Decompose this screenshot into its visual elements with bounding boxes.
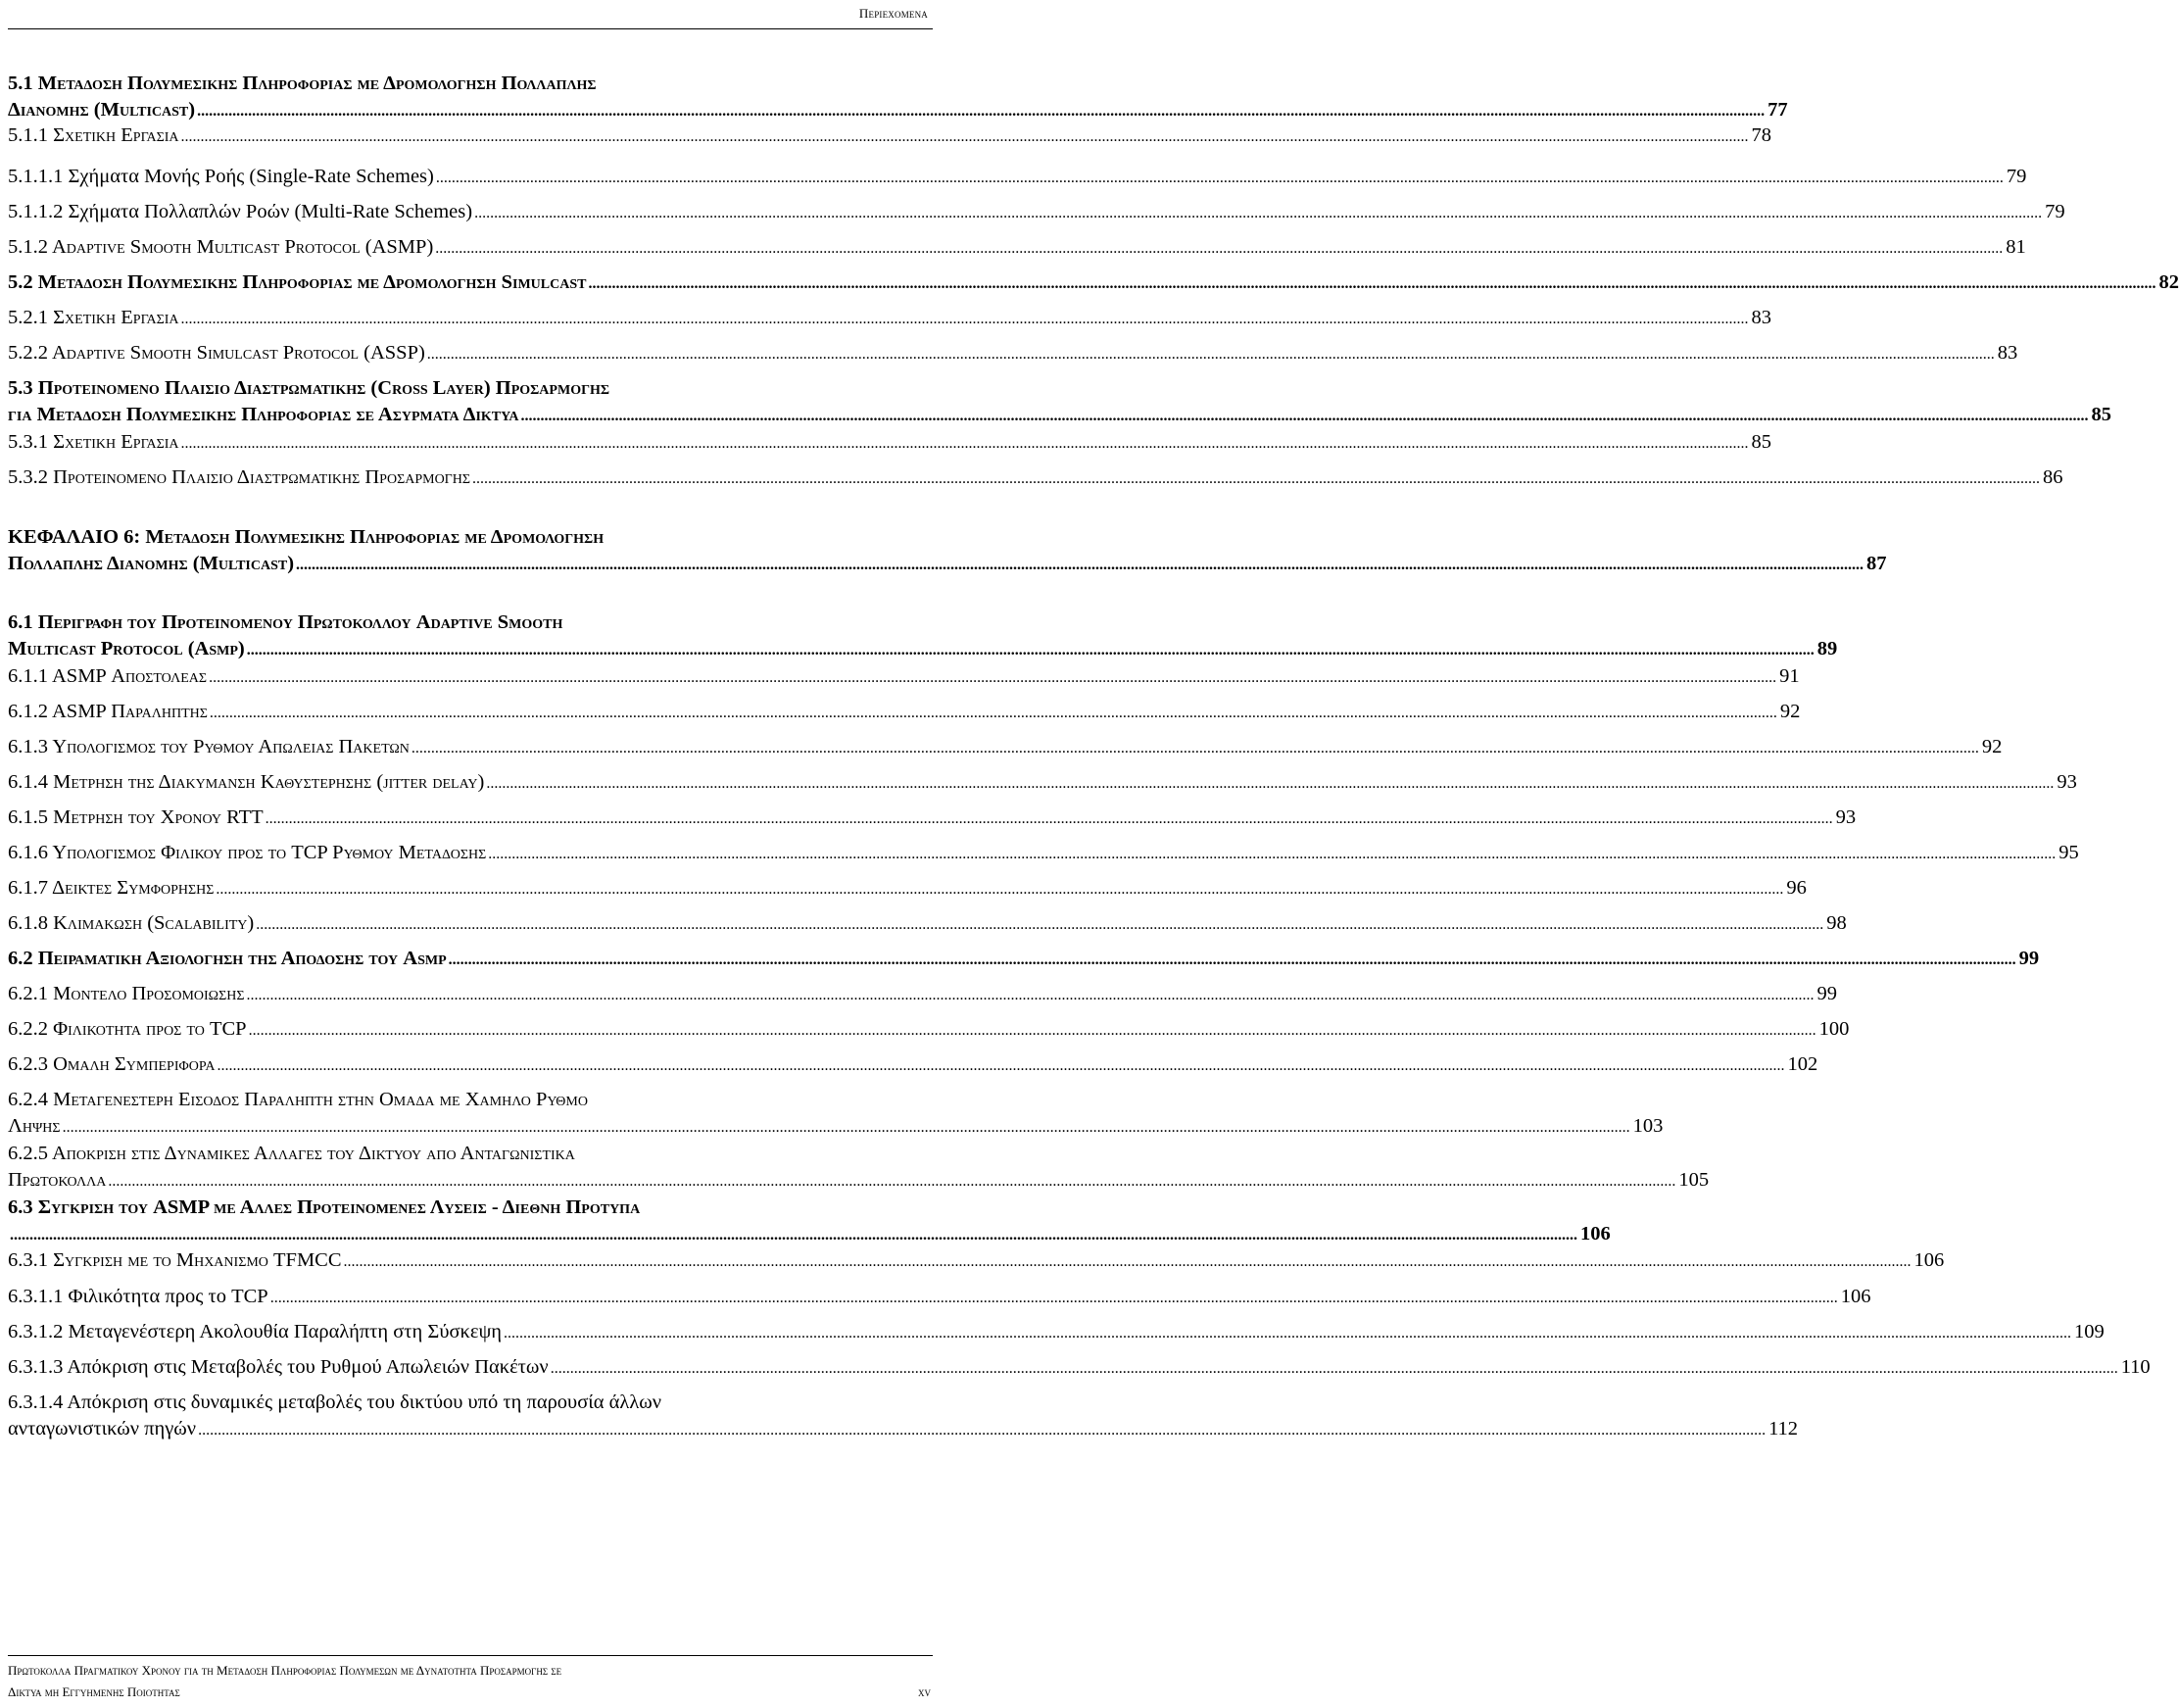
dot-leader: ................................................................................................................................................................................................................................................................................................................................................................................................................ (474, 205, 2043, 221)
toc-entry[interactable] (8, 1354, 2151, 1382)
toc-entry-leader-line (8, 340, 2018, 367)
toc-entry[interactable] (8, 910, 1847, 938)
running-footer (8, 1660, 931, 1703)
dot-leader: ................................................................................................................................................................................................................................................................................................................................................................................................................ (588, 275, 2156, 292)
toc-entry-page-number: 92 (1779, 701, 1801, 722)
toc-entry[interactable] (8, 805, 1857, 832)
dot-leader: ................................................................................................................................................................................................................................................................................................................................................................................................................ (246, 987, 1815, 1003)
toc-entry[interactable] (8, 1284, 1871, 1311)
toc-entry-leader-line (8, 305, 1772, 332)
toc-entry-page-number: 109 (2074, 1321, 2105, 1342)
toc-entry[interactable] (8, 269, 2179, 297)
toc-entry[interactable] (8, 71, 1788, 124)
toc-entry[interactable] (8, 464, 2063, 492)
dot-leader: ................................................................................................................................................................................................................................................................................................................................................................................................................ (426, 346, 1995, 363)
toc-entry[interactable] (8, 1247, 1945, 1275)
dot-leader: ................................................................................................................................................................................................................................................................................................................................................................................................................ (520, 408, 2089, 424)
toc-entry-leader-line (8, 981, 1837, 1008)
toc-entry[interactable] (8, 1016, 1850, 1044)
dot-leader: ................................................................................................................................................................................................................................................................................................................................................................................................................ (472, 470, 2041, 487)
dot-leader: ................................................................................................................................................................................................................................................................................................................................................................................................................ (488, 846, 2057, 862)
toc-entry[interactable] (8, 946, 2040, 973)
toc-entry-leader-line (8, 1167, 1710, 1195)
toc-entry-title: ανταγωνιστικών πηγών (8, 1418, 197, 1440)
toc-entry-title: 6.3.1.1 Φιλικότητα προς το TCP (8, 1286, 268, 1307)
toc-entry-title: 5.1.2 Adaptive Smooth Multicast Protocol (ASMP) (8, 236, 434, 258)
toc-entry-page-number: 106 (1913, 1249, 1945, 1271)
dot-leader: ................................................................................................................................................................................................................................................................................................................................................................................................................ (197, 103, 1766, 120)
toc-entry-leader-line (8, 464, 2063, 492)
toc-entry-page-number: 85 (1751, 431, 1772, 453)
toc-entry-page-number: 99 (1816, 983, 1837, 1004)
toc-entry-title: 6.1.1 ASMP Αποστολεας (8, 665, 208, 687)
dot-leader: ................................................................................................................................................................................................................................................................................................................................................................................................................ (198, 1422, 1767, 1439)
dot-leader: ................................................................................................................................................................................................................................................................................................................................................................................................................ (256, 916, 1824, 933)
toc-entry[interactable] (8, 734, 2003, 761)
toc-entry-title-line: 6.2.4 Μεταγενεστερη Εισοδος Παραληπτη στην Ομαδα με Χαμηλο Ρυθμο (8, 1089, 588, 1110)
toc-entry[interactable] (8, 1051, 1818, 1079)
toc-entry-page-number: 103 (1632, 1115, 1664, 1137)
toc-entry-page-number: 102 (1787, 1053, 1818, 1075)
footer-line2 (8, 1682, 931, 1703)
toc-entry-page-number: 89 (1816, 638, 1838, 659)
toc-entry[interactable] (8, 199, 2065, 226)
toc-entry[interactable] (8, 840, 2079, 867)
dot-leader: ................................................................................................................................................................................................................................................................................................................................................................................................................ (209, 669, 1777, 686)
toc-entry[interactable] (8, 340, 2018, 367)
toc-entry[interactable] (8, 122, 1772, 150)
toc-entry-leader-line (8, 805, 1857, 832)
toc-entry-leader-line (8, 875, 1807, 903)
toc-entry-page-number: 77 (1767, 99, 1788, 121)
dot-leader: ................................................................................................................................................................................................................................................................................................................................................................................................................ (435, 240, 2004, 257)
toc-entry-title: 5.2 Μεταδοση Πολυμεσικης Πληροφοριας με Δρομολογηση Simulcast (8, 271, 587, 293)
dot-leader: ................................................................................................................................................................................................................................................................................................................................................................................................................ (248, 1022, 1816, 1039)
toc-entry[interactable] (8, 234, 2026, 262)
dot-leader: ................................................................................................................................................................................................................................................................................................................................................................................................................ (180, 435, 1749, 452)
toc-entry-title: 6.2.2 Φιλικοτητα προς το TCP (8, 1018, 247, 1040)
toc-entry-title: 6.1.8 Κλιμακωση (Scalability) (8, 912, 255, 934)
toc-entry[interactable] (8, 164, 2027, 191)
toc-entry-page-number: 98 (1826, 912, 1847, 934)
toc-entry[interactable] (8, 769, 2077, 797)
toc-entry-title: 6.1.5 Μετρηση του Χρονου RTT (8, 806, 264, 828)
toc-entry-leader-line (8, 699, 1801, 726)
toc-entry-title: 6.1.2 ASMP Παραληπτης (8, 701, 208, 722)
toc-entry-page-number: 112 (1768, 1418, 1799, 1440)
toc-entry-page-number: 95 (2058, 842, 2079, 863)
toc-entry-title-line: ΚΕΦΑΛΑΙΟ 6: Μεταδοση Πολυμεσικης Πληροφοριας με Δρομολογηση (8, 526, 605, 548)
toc-entry-page-number: 85 (2091, 404, 2111, 425)
toc-entry-title: 5.1.1 Σχετικη Εργασια (8, 124, 179, 146)
toc-entry-title: 6.1.4 Μετρηση της Διακυμανση Καθυστερησης (jitter delay) (8, 771, 485, 793)
footer-title-line2: Δικτυα μη Εγγυημενης Ποιοτητας (8, 1684, 180, 1699)
toc-entry-title: Διανομης (Multicast) (8, 99, 196, 121)
toc-entry-title: 6.2 Πειραματικη Αξιολογηση της Αποδοσης του Asmp (8, 948, 447, 969)
toc-entry-leader-line (8, 551, 1887, 578)
running-header: Περιεχομενα (858, 6, 928, 21)
toc-entry[interactable] (8, 1390, 1799, 1443)
toc-entry-title-line: 6.1 Περιγραφη του Προτεινομενου Πρωτοκολλου Adaptive Smooth (8, 611, 563, 633)
header-rule (8, 28, 933, 29)
dot-leader: ................................................................................................................................................................................................................................................................................................................................................................................................................ (246, 642, 1815, 659)
toc-entry[interactable] (8, 305, 1772, 332)
toc-entry-title: 6.1.3 Υπολογισμος του Ρυθμου Απωλειας Πακετων (8, 736, 410, 757)
toc-entry-title: 6.1.6 Υπολογισμος Φιλικου προς το TCP Ρυθμου Μεταδοσης (8, 842, 487, 863)
dot-leader: ................................................................................................................................................................................................................................................................................................................................................................................................................ (216, 881, 1784, 898)
toc-entry-page-number: 106 (1840, 1286, 1871, 1307)
toc-entry[interactable] (8, 610, 1838, 663)
footer-rule (8, 1655, 933, 1656)
toc-entry[interactable] (8, 875, 1807, 903)
toc-entry-leader-line (8, 199, 2065, 226)
toc-entry-leader-line (8, 946, 2040, 973)
toc-entry-title: Multicast Protocol (Asmp) (8, 638, 245, 659)
toc-entry-title: 6.1.7 Δεικτες Συμφορησης (8, 877, 215, 899)
toc-entry-page-number: 100 (1818, 1018, 1850, 1040)
toc-entry-leader-line (8, 164, 2027, 191)
toc-entry-title: 5.2.2 Adaptive Smooth Simulcast Protocol (ASSP) (8, 342, 425, 364)
toc-entry-title-line: 6.2.5 Αποκριση στις Δυναμικες Αλλαγες του Δικτυου απο Ανταγωνιστικα (8, 1143, 575, 1164)
toc-entry-leader-line (8, 234, 2026, 262)
toc-entry-page-number: 99 (2018, 948, 2040, 969)
dot-leader: ................................................................................................................................................................................................................................................................................................................................................................................................................ (265, 810, 1833, 827)
toc-entry[interactable] (8, 429, 1772, 457)
toc-entry-page-number: 105 (1678, 1169, 1710, 1191)
toc-entry-leader-line (8, 1284, 1871, 1311)
toc-entry-leader-line (8, 1221, 1611, 1248)
toc-entry-leader-line (8, 663, 1800, 691)
dot-leader: ................................................................................................................................................................................................................................................................................................................................................................................................................ (448, 952, 2016, 968)
toc-entry-leader-line (8, 1247, 1945, 1275)
toc-entry-page-number: 91 (1779, 665, 1800, 687)
toc-entry-title: 5.1.1.1 Σχήματα Μονής Ροής (Single-Rate Schemes) (8, 166, 434, 187)
toc-entry-page-number: 106 (1580, 1223, 1611, 1244)
toc-entry-leader-line (8, 1051, 1818, 1079)
toc-entry-page-number: 79 (2006, 166, 2027, 187)
toc-entry-leader-line (8, 429, 1772, 457)
toc-entry-page-number: 83 (1997, 342, 2018, 364)
toc-entry-page-number: 96 (1786, 877, 1807, 899)
toc-entry[interactable] (8, 1141, 1710, 1195)
dot-leader: ................................................................................................................................................................................................................................................................................................................................................................................................................ (296, 557, 1864, 573)
toc-entry-leader-line (8, 636, 1838, 663)
dot-leader: ................................................................................................................................................................................................................................................................................................................................................................................................................ (411, 740, 1979, 756)
toc-entry-title: Πρωτοκολλα (8, 1169, 107, 1191)
toc-entry-page-number: 110 (2120, 1356, 2151, 1378)
dot-leader: ................................................................................................................................................................................................................................................................................................................................................................................................................ (209, 705, 1777, 721)
toc-entry-title: 6.3.1 Συγκριση με το Μηχανισμο TFMCC (8, 1249, 342, 1271)
toc-entry-page-number: 93 (1835, 806, 1857, 828)
footer-page-number: xv (918, 1684, 931, 1699)
toc-entry-page-number: 86 (2043, 466, 2063, 488)
dot-leader: ................................................................................................................................................................................................................................................................................................................................................................................................................ (62, 1119, 1630, 1136)
toc-entry-title: 5.1.1.2 Σχήματα Πολλαπλών Ροών (Multi-Rate Schemes) (8, 201, 473, 222)
toc-entry[interactable] (8, 663, 1800, 691)
toc-entry-title-line: 5.3 Προτεινομενο Πλαισιο Διαστρωματικης (Cross Layer) Προσαρμογης (8, 377, 610, 399)
toc-entry[interactable] (8, 1195, 1611, 1248)
toc-entry-title: 6.3.1.3 Απόκριση στις Μεταβολές του Ρυθμού Απωλειών Πακέτων (8, 1356, 549, 1378)
toc-entry-title: Ληψης (8, 1115, 61, 1137)
toc-entry-title-line: 6.3 Συγκριση του ASMP με Αλλες Προτεινομενες Λυσεις - Διεθνη Προτυπα (8, 1196, 641, 1218)
toc-entry-leader-line (8, 97, 1788, 124)
toc-entry-page-number: 81 (2006, 236, 2026, 258)
toc-entry-title: 5.3.2 Προτεινομενο Πλαισιο Διαστρωματικης Προσαρμογης (8, 466, 471, 488)
dot-leader: ................................................................................................................................................................................................................................................................................................................................................................................................................ (108, 1173, 1676, 1190)
toc-entry-leader-line (8, 122, 1772, 150)
toc-entry[interactable] (8, 1087, 1664, 1141)
toc-entry-leader-line (8, 1113, 1664, 1141)
footer-title-line1: Πρωτοκολλα Πραγματικου Χρονου για τη Μεταδοση Πληροφοριας Πολυμεσων με Δυνατοτητα Προσαρμογης σε (8, 1663, 562, 1678)
toc-entry[interactable] (8, 699, 1801, 726)
dot-leader: ................................................................................................................................................................................................................................................................................................................................................................................................................ (550, 1360, 2118, 1377)
toc-entry-page-number: 78 (1751, 124, 1772, 146)
dot-leader: ................................................................................................................................................................................................................................................................................................................................................................................................................ (504, 1325, 2072, 1342)
dot-leader: ................................................................................................................................................................................................................................................................................................................................................................................................................ (343, 1253, 1912, 1270)
toc-entry-title: 6.2.3 Ομαλη Συμπεριφορα (8, 1053, 216, 1075)
toc-entry-leader-line (8, 402, 2111, 429)
toc-entry-leader-line (8, 1016, 1850, 1044)
dot-leader: ................................................................................................................................................................................................................................................................................................................................................................................................................ (486, 775, 2055, 792)
dot-leader: ................................................................................................................................................................................................................................................................................................................................................................................................................ (180, 128, 1749, 145)
toc-entry-leader-line (8, 910, 1847, 938)
toc-entry-leader-line (8, 769, 2077, 797)
toc-entry-leader-line (8, 1416, 1799, 1443)
toc-entry[interactable] (8, 981, 1837, 1008)
toc-entry-leader-line (8, 1319, 2105, 1346)
toc-entry-title: 5.2.1 Σχετικη Εργασια (8, 307, 179, 328)
toc-entry-page-number: 87 (1866, 553, 1887, 574)
dot-leader: ................................................................................................................................................................................................................................................................................................................................................................................................................ (180, 311, 1749, 327)
dot-leader: ................................................................................................................................................................................................................................................................................................................................................................................................................ (269, 1290, 1838, 1306)
dot-leader: ................................................................................................................................................................................................................................................................................................................................................................................................................ (217, 1057, 1785, 1074)
toc-entry-leader-line (8, 734, 2003, 761)
dot-leader: ................................................................................................................................................................................................................................................................................................................................................................................................................ (435, 170, 2004, 186)
toc-entry-title: Πολλαπλης Διανομης (Multicast) (8, 553, 295, 574)
toc-entry-title-line: 6.3.1.4 Απόκριση στις δυναμικές μεταβολές του δικτύου υπό τη παρουσία άλλων (8, 1391, 662, 1413)
toc-entry-title-line: 5.1 Μεταδοση Πολυμεσικης Πληροφοριας με Δρομολογηση Πολλαπλης (8, 73, 597, 94)
toc-entry-title: για Μεταδοση Πολυμεσικης Πληροφοριας σε Ασυρματα Δικτυα (8, 404, 519, 425)
toc-entry-page-number: 82 (2158, 271, 2179, 293)
toc-entry[interactable] (8, 524, 1887, 578)
toc-entry-title: 6.3.1.2 Μεταγενέστερη Ακολουθία Παραλήπτη στη Σύσκεψη (8, 1321, 503, 1342)
toc-entry-page-number: 93 (2057, 771, 2077, 793)
toc-entry-page-number: 92 (1981, 736, 2003, 757)
toc-entry-title: 5.3.1 Σχετικη Εργασια (8, 431, 179, 453)
dot-leader: ................................................................................................................................................................................................................................................................................................................................................................................................................ (10, 1227, 1577, 1244)
toc-entry-leader-line (8, 1354, 2151, 1382)
toc-entry-page-number: 79 (2045, 201, 2065, 222)
toc-entry-leader-line (8, 269, 2179, 297)
toc-entry[interactable] (8, 1319, 2105, 1346)
toc-entry-page-number: 83 (1751, 307, 1772, 328)
toc-entry[interactable] (8, 375, 2111, 429)
toc-entry-title: 6.2.1 Μοντελο Προσομοιωσης (8, 983, 245, 1004)
toc-entry-leader-line (8, 840, 2079, 867)
